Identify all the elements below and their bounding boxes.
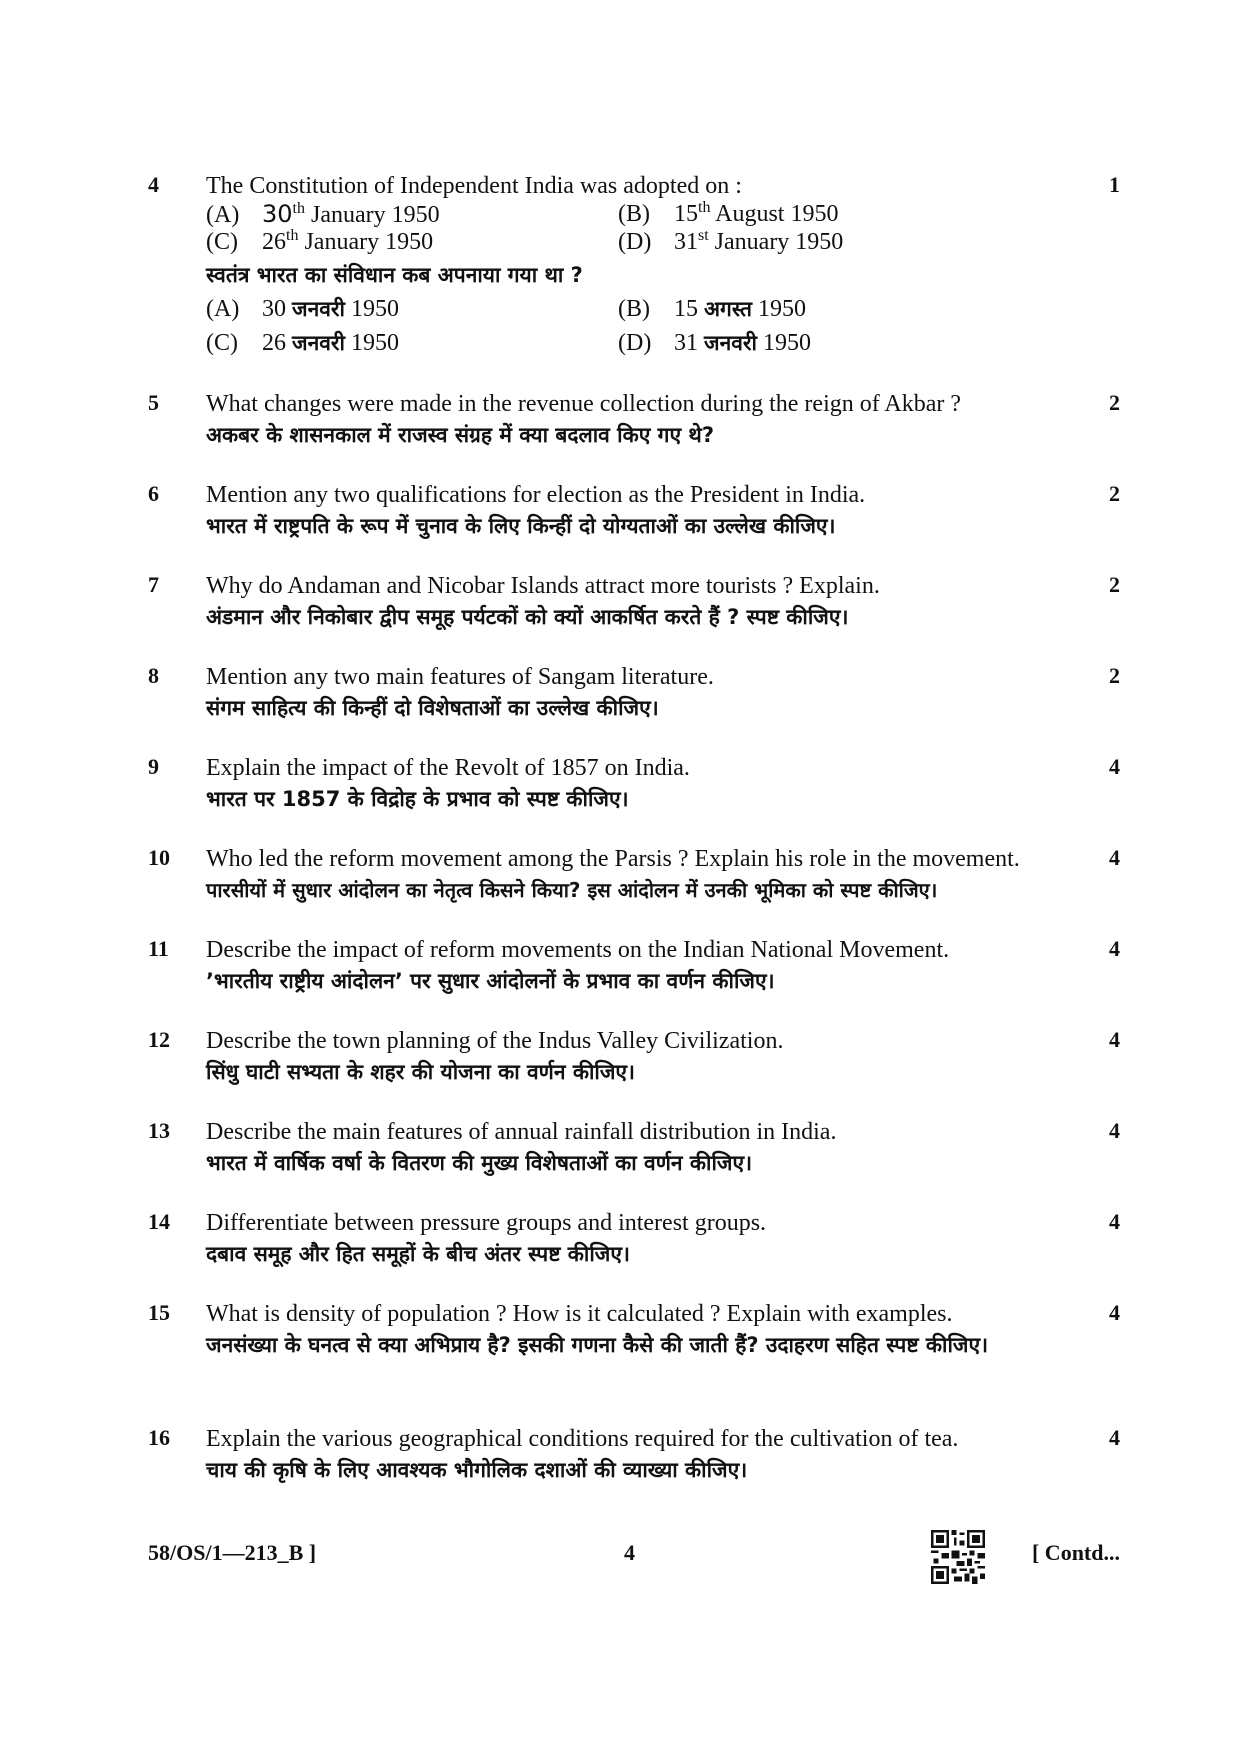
question-number: 11 xyxy=(148,936,169,961)
option-c-hi: (C) 26 जनवरी 1950 xyxy=(206,330,399,356)
question-body xyxy=(206,1300,1086,1362)
question-text-hindi: स्वतंत्र भारत का संविधान कब अपनाया गया था ? xyxy=(206,263,583,287)
question-text-hindi: सिंधु घाटी सभ्यता के शहर की योजना का वर्णन कीजिए। xyxy=(206,1060,635,1084)
question-text-hindi: संगम साहित्य की किन्हीं दो विशेषताओं का उल्लेख कीजिए। xyxy=(206,696,659,720)
question-number: 7 xyxy=(148,572,159,597)
options-row-hi-2 xyxy=(206,326,1086,360)
question-body xyxy=(206,754,1086,816)
question-number: 8 xyxy=(148,663,159,688)
question-body xyxy=(206,845,1086,907)
question-text-hindi: अंडमान और निकोबार द्वीप समूह पर्यटकों को क्यों आकर्षित करते हैं ? स्पष्ट कीजिए। xyxy=(206,605,849,629)
question-number: 16 xyxy=(148,1425,170,1450)
option-c-en: (C) 26th January 1950 xyxy=(206,227,434,255)
question-body xyxy=(206,172,1086,360)
option-d-en: (D) 31st January 1950 xyxy=(618,227,844,255)
question-text-english: The Constitution of Independent India was adopted on : xyxy=(206,173,742,199)
question-text-hindi: भारत पर 1857 के विद्रोह के प्रभाव को स्पष्ट कीजिए। xyxy=(206,787,629,811)
question-marks: 4 xyxy=(1109,845,1120,870)
question-text-english: What is density of population ? How is it calculated ? Explain with examples. xyxy=(206,1301,953,1327)
question-text-hindi: जनसंख्या के घनत्व से क्या अभिप्राय है? इसकी गणना कैसे की जाती हैं? उदाहरण सहित स्पष्ट कीजिए। xyxy=(206,1333,989,1357)
question-marks: 4 xyxy=(1109,936,1120,961)
question-body xyxy=(206,1209,1086,1271)
question-marks: 4 xyxy=(1109,1300,1120,1325)
options-row-en-2 xyxy=(206,228,1086,256)
options-row-hi-1 xyxy=(206,292,1086,326)
question-marks: 2 xyxy=(1109,481,1120,506)
question-marks: 4 xyxy=(1109,1027,1120,1052)
question-marks: 2 xyxy=(1109,572,1120,597)
question-marks: 4 xyxy=(1109,1118,1120,1143)
question-text-english: Describe the town planning of the Indus Valley Civilization. xyxy=(206,1028,784,1054)
paper-code: 58/OS/1—213_B ] xyxy=(148,1540,317,1565)
question-number: 5 xyxy=(148,390,159,415)
question-text-english: Explain the impact of the Revolt of 1857 on India. xyxy=(206,755,690,781)
option-b-hi: (B) 15 अगस्त 1950 xyxy=(618,296,807,322)
options-row-en-1 xyxy=(206,200,1086,228)
question-text-english: Differentiate between pressure groups and interest groups. xyxy=(206,1210,767,1236)
question-marks: 4 xyxy=(1109,754,1120,779)
question-text-english: Mention any two main features of Sangam literature. xyxy=(206,664,714,690)
question-body xyxy=(206,481,1086,543)
question-text-hindi: भारत में वार्षिक वर्षा के वितरण की मुख्य विशेषताओं का वर्णन कीजिए। xyxy=(206,1151,753,1175)
question-body xyxy=(206,663,1086,725)
question-number: 6 xyxy=(148,481,159,506)
question-number: 15 xyxy=(148,1300,170,1325)
question-number: 12 xyxy=(148,1027,170,1052)
question-text-english: Mention any two qualifications for election as the President in India. xyxy=(206,482,866,508)
question-body xyxy=(206,572,1086,634)
question-marks: 1 xyxy=(1109,172,1120,197)
question-text-hindi: पारसीयों में सुधार आंदोलन का नेतृत्व किसने किया? इस आंदोलन में उनकी भूमिका को स्पष्ट कीजिए। xyxy=(206,878,938,902)
question-number: 9 xyxy=(148,754,159,779)
question-number: 13 xyxy=(148,1118,170,1143)
question-body xyxy=(206,1027,1086,1089)
question-text-hindi: अकबर के शासनकाल में राजस्व संग्रह में क्या बदलाव किए गए थे? xyxy=(206,423,715,447)
option-d-hi: (D) 31 जनवरी 1950 xyxy=(618,330,811,356)
question-marks: 2 xyxy=(1109,390,1120,415)
question-text-hindi: भारत में राष्ट्रपति के रूप में चुनाव के लिए किन्हीं दो योग्यताओं का उल्लेख कीजिए। xyxy=(206,514,836,538)
question-text-english: Why do Andaman and Nicobar Islands attract more tourists ? Explain. xyxy=(206,573,880,599)
question-body xyxy=(206,1425,1086,1487)
page-number: 4 xyxy=(624,1540,635,1565)
continued-label: [ Contd... xyxy=(1031,1540,1120,1565)
question-text-english: Describe the main features of annual rainfall distribution in India. xyxy=(206,1119,837,1145)
option-a-hi: (A) 30 जनवरी 1950 xyxy=(206,296,399,322)
question-text-hindi: ’भारतीय राष्ट्रीय आंदोलन’ पर सुधार आंदोलनों के प्रभाव का वर्णन कीजिए। xyxy=(206,969,775,993)
question-number: 10 xyxy=(148,845,170,870)
question-text-english: Explain the various geographical conditions required for the cultivation of tea. xyxy=(206,1426,959,1452)
question-marks: 2 xyxy=(1109,663,1120,688)
question-marks: 4 xyxy=(1109,1209,1120,1234)
question-body xyxy=(206,1118,1086,1180)
question-body xyxy=(206,390,1086,452)
question-text-hindi: दबाव समूह और हित समूहों के बीच अंतर स्पष्ट कीजिए। xyxy=(206,1242,630,1266)
question-number: 4 xyxy=(148,172,159,197)
question-text-english: What changes were made in the revenue collection during the reign of Akbar ? xyxy=(206,391,962,417)
question-text-english: Describe the impact of reform movements on the Indian National Movement. xyxy=(206,937,950,963)
option-a-en: (A) 30th January 1950 xyxy=(206,200,440,228)
question-text-english: Who led the reform movement among the Parsis ? Explain his role in the movement. xyxy=(206,846,1020,872)
question-text-hindi: चाय की कृषि के लिए आवश्यक भौगोलिक दशाओं की व्याख्या कीजिए। xyxy=(206,1458,748,1482)
question-marks: 4 xyxy=(1109,1425,1120,1450)
page-footer xyxy=(148,1530,1120,1590)
option-b-en: (B) 15th August 1950 xyxy=(618,199,839,227)
question-body xyxy=(206,936,1086,998)
question-number: 14 xyxy=(148,1209,170,1234)
qr-code-icon xyxy=(931,1530,985,1584)
